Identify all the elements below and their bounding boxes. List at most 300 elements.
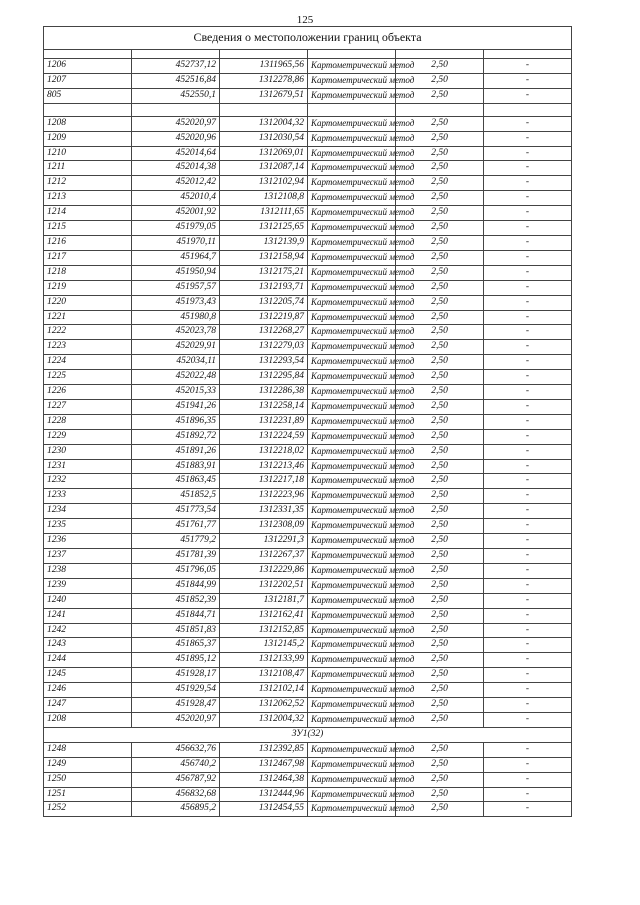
x-coordinate-cell: 451928,47 (132, 698, 220, 713)
method-cell: Картометрический метод (308, 116, 396, 131)
x-coordinate-cell: 452010,4 (132, 191, 220, 206)
table-row (44, 116, 572, 131)
table-row (44, 325, 572, 340)
point-number-cell: 1240 (44, 593, 132, 608)
method-cell: Картометрический метод (308, 459, 396, 474)
table-row (44, 385, 572, 400)
point-number-cell: 1219 (44, 280, 132, 295)
precision-cell: 2,50 (396, 429, 484, 444)
y-coordinate-cell: 1312102,14 (220, 683, 308, 698)
description-cell: - (484, 504, 572, 519)
precision-cell: 2,50 (396, 638, 484, 653)
method-cell: Картометрический метод (308, 608, 396, 623)
precision-cell: 2,50 (396, 221, 484, 236)
point-number-cell: 1206 (44, 59, 132, 74)
description-cell: - (484, 653, 572, 668)
point-number-cell: 1236 (44, 534, 132, 549)
y-coordinate-cell: 1312030,54 (220, 131, 308, 146)
x-coordinate-cell: 452550,1 (132, 88, 220, 103)
point-number-cell: 1211 (44, 161, 132, 176)
description-cell: - (484, 534, 572, 549)
description-cell: - (484, 88, 572, 103)
x-coordinate-cell: 456632,76 (132, 742, 220, 757)
page-number: 125 (296, 14, 314, 26)
y-coordinate-cell: 1312464,38 (220, 772, 308, 787)
point-number-cell: 1237 (44, 549, 132, 564)
point-number-cell: 1220 (44, 295, 132, 310)
x-coordinate-cell: 451891,26 (132, 444, 220, 459)
y-coordinate-cell: 1312293,54 (220, 355, 308, 370)
coordinates-table (43, 26, 572, 817)
table-row (44, 534, 572, 549)
table-row (44, 787, 572, 802)
point-number-cell: 1217 (44, 250, 132, 265)
description-cell: - (484, 668, 572, 683)
x-coordinate-cell: 456895,2 (132, 802, 220, 817)
table-row (44, 549, 572, 564)
x-coordinate-cell: 451852,5 (132, 489, 220, 504)
table-title: Сведения о местоположении границ объекта (44, 27, 572, 50)
table-row (44, 176, 572, 191)
point-number-cell: 1221 (44, 310, 132, 325)
y-coordinate-cell: 1312268,27 (220, 325, 308, 340)
y-coordinate-cell: 1312152,85 (220, 623, 308, 638)
precision-cell: 2,50 (396, 385, 484, 400)
precision-cell: 2,50 (396, 489, 484, 504)
method-cell: Картометрический метод (308, 88, 396, 103)
table-row (44, 653, 572, 668)
method-cell: Картометрический метод (308, 712, 396, 727)
description-cell: - (484, 459, 572, 474)
x-coordinate-cell: 452034,11 (132, 355, 220, 370)
precision-cell: 2,50 (396, 712, 484, 727)
y-coordinate-cell: 1312111,65 (220, 206, 308, 221)
y-coordinate-cell: 1312133,99 (220, 653, 308, 668)
point-number-cell: 1227 (44, 399, 132, 414)
table-row (44, 638, 572, 653)
description-cell: - (484, 757, 572, 772)
table-row (44, 429, 572, 444)
table-row (44, 608, 572, 623)
x-coordinate-cell: 452014,64 (132, 146, 220, 161)
precision-cell: 2,50 (396, 191, 484, 206)
point-number-cell: 1222 (44, 325, 132, 340)
precision-cell: 2,50 (396, 250, 484, 265)
description-cell: - (484, 340, 572, 355)
precision-cell: 2,50 (396, 59, 484, 74)
method-cell: Картометрический метод (308, 429, 396, 444)
method-cell: Картометрический метод (308, 399, 396, 414)
y-coordinate-cell: 1312062,52 (220, 698, 308, 713)
point-number-cell: 1223 (44, 340, 132, 355)
y-coordinate-cell: 1312069,01 (220, 146, 308, 161)
description-cell: - (484, 221, 572, 236)
description-cell: - (484, 191, 572, 206)
x-coordinate-cell: 451773,54 (132, 504, 220, 519)
x-coordinate-cell: 451970,11 (132, 235, 220, 250)
point-number-cell: 1212 (44, 176, 132, 191)
y-coordinate-cell: 1312295,84 (220, 370, 308, 385)
precision-cell: 2,50 (396, 161, 484, 176)
description-cell: - (484, 698, 572, 713)
y-coordinate-cell: 1312224,59 (220, 429, 308, 444)
point-number-cell: 805 (44, 88, 132, 103)
y-coordinate-cell: 1312202,51 (220, 578, 308, 593)
table-row (44, 146, 572, 161)
method-cell: Картометрический метод (308, 250, 396, 265)
point-number-cell: 1228 (44, 414, 132, 429)
point-number-cell: 1218 (44, 265, 132, 280)
y-coordinate-cell: 1311965,56 (220, 59, 308, 74)
table-row (44, 235, 572, 250)
x-coordinate-cell: 451761,77 (132, 519, 220, 534)
y-coordinate-cell: 1312267,37 (220, 549, 308, 564)
table-row (44, 683, 572, 698)
method-cell: Картометрический метод (308, 742, 396, 757)
y-coordinate-cell: 1312229,86 (220, 563, 308, 578)
table-row (44, 265, 572, 280)
precision-cell: 2,50 (396, 325, 484, 340)
point-number-cell: 1243 (44, 638, 132, 653)
method-cell: Картометрический метод (308, 757, 396, 772)
precision-cell: 2,50 (396, 206, 484, 221)
table-row (44, 370, 572, 385)
table-row (44, 593, 572, 608)
point-number-cell: 1244 (44, 653, 132, 668)
point-number-cell: 1252 (44, 802, 132, 817)
y-coordinate-cell: 1312218,02 (220, 444, 308, 459)
x-coordinate-cell: 451957,57 (132, 280, 220, 295)
x-coordinate-cell: 451781,39 (132, 549, 220, 564)
x-coordinate-cell: 456787,92 (132, 772, 220, 787)
precision-cell: 2,50 (396, 131, 484, 146)
x-coordinate-cell: 451865,37 (132, 638, 220, 653)
y-coordinate-cell: 1312444,96 (220, 787, 308, 802)
method-cell: Картометрический метод (308, 683, 396, 698)
precision-cell: 2,50 (396, 280, 484, 295)
method-cell: Картометрический метод (308, 131, 396, 146)
y-coordinate-cell: 1312392,85 (220, 742, 308, 757)
method-cell: Картометрический метод (308, 340, 396, 355)
table-row (44, 250, 572, 265)
description-cell: - (484, 295, 572, 310)
table-row (44, 88, 572, 103)
table-row (44, 310, 572, 325)
precision-cell: 2,50 (396, 265, 484, 280)
method-cell: Картометрический метод (308, 698, 396, 713)
x-coordinate-cell: 452022,48 (132, 370, 220, 385)
description-cell: - (484, 489, 572, 504)
precision-cell: 2,50 (396, 176, 484, 191)
description-cell: - (484, 787, 572, 802)
x-coordinate-cell: 452029,91 (132, 340, 220, 355)
x-coordinate-cell: 452012,42 (132, 176, 220, 191)
x-coordinate-cell: 451979,05 (132, 221, 220, 236)
precision-cell: 2,50 (396, 414, 484, 429)
precision-cell: 2,50 (396, 578, 484, 593)
y-coordinate-cell: 1312454,55 (220, 802, 308, 817)
description-cell: - (484, 623, 572, 638)
y-coordinate-cell: 1312219,87 (220, 310, 308, 325)
method-cell: Картометрический метод (308, 385, 396, 400)
x-coordinate-cell: 456832,68 (132, 787, 220, 802)
description-cell: - (484, 176, 572, 191)
description-cell: - (484, 59, 572, 74)
description-cell: - (484, 310, 572, 325)
precision-cell: 2,50 (396, 608, 484, 623)
precision-cell: 2,50 (396, 757, 484, 772)
method-cell: Картометрический метод (308, 325, 396, 340)
description-cell: - (484, 73, 572, 88)
method-cell: Картометрический метод (308, 161, 396, 176)
method-cell: Картометрический метод (308, 280, 396, 295)
method-cell: Картометрический метод (308, 355, 396, 370)
table-row (44, 414, 572, 429)
x-coordinate-cell: 451980,8 (132, 310, 220, 325)
description-cell: - (484, 608, 572, 623)
y-coordinate-cell: 1312223,96 (220, 489, 308, 504)
method-cell: Картометрический метод (308, 310, 396, 325)
table-row (44, 489, 572, 504)
point-number-cell: 1208 (44, 712, 132, 727)
y-coordinate-cell: 1312278,86 (220, 73, 308, 88)
precision-cell: 2,50 (396, 683, 484, 698)
x-coordinate-cell: 451844,71 (132, 608, 220, 623)
x-coordinate-cell: 452014,38 (132, 161, 220, 176)
method-cell: Картометрический метод (308, 623, 396, 638)
point-number-cell: 1210 (44, 146, 132, 161)
y-coordinate-cell: 1312004,32 (220, 712, 308, 727)
precision-cell: 2,50 (396, 116, 484, 131)
y-coordinate-cell: 1312213,46 (220, 459, 308, 474)
x-coordinate-cell: 451863,45 (132, 474, 220, 489)
precision-cell: 2,50 (396, 653, 484, 668)
section-label: ЗУ1(32) (44, 727, 572, 742)
y-coordinate-cell: 1312145,2 (220, 638, 308, 653)
method-cell: Картометрический метод (308, 802, 396, 817)
method-cell: Картометрический метод (308, 73, 396, 88)
table-row (44, 59, 572, 74)
method-cell: Картометрический метод (308, 534, 396, 549)
description-cell: - (484, 146, 572, 161)
point-number-cell: 1231 (44, 459, 132, 474)
point-number-cell: 1248 (44, 742, 132, 757)
table-row (44, 295, 572, 310)
precision-cell: 2,50 (396, 235, 484, 250)
point-number-cell: 1216 (44, 235, 132, 250)
table-row (44, 191, 572, 206)
y-coordinate-cell: 1312217,18 (220, 474, 308, 489)
x-coordinate-cell: 452015,33 (132, 385, 220, 400)
table-row (44, 161, 572, 176)
table-row (44, 504, 572, 519)
table-row (44, 355, 572, 370)
description-cell: - (484, 444, 572, 459)
y-coordinate-cell: 1312205,74 (220, 295, 308, 310)
description-cell: - (484, 399, 572, 414)
point-number-cell: 1209 (44, 131, 132, 146)
precision-cell: 2,50 (396, 563, 484, 578)
point-number-cell: 1245 (44, 668, 132, 683)
method-cell: Картометрический метод (308, 370, 396, 385)
x-coordinate-cell: 451796,05 (132, 563, 220, 578)
precision-cell: 2,50 (396, 295, 484, 310)
method-cell: Картометрический метод (308, 146, 396, 161)
method-cell: Картометрический метод (308, 489, 396, 504)
precision-cell: 2,50 (396, 88, 484, 103)
description-cell: - (484, 802, 572, 817)
precision-cell: 2,50 (396, 772, 484, 787)
x-coordinate-cell: 452023,78 (132, 325, 220, 340)
y-coordinate-cell: 1312286,38 (220, 385, 308, 400)
table-row (44, 712, 572, 727)
table-row (44, 73, 572, 88)
precision-cell: 2,50 (396, 593, 484, 608)
x-coordinate-cell: 456740,2 (132, 757, 220, 772)
x-coordinate-cell: 451844,99 (132, 578, 220, 593)
method-cell: Картометрический метод (308, 549, 396, 564)
section-header-row (44, 727, 572, 742)
method-cell: Картометрический метод (308, 444, 396, 459)
y-coordinate-cell: 1312231,89 (220, 414, 308, 429)
point-number-cell: 1238 (44, 563, 132, 578)
method-cell: Картометрический метод (308, 504, 396, 519)
point-number-cell: 1226 (44, 385, 132, 400)
point-number-cell: 1242 (44, 623, 132, 638)
precision-cell: 2,50 (396, 519, 484, 534)
table-row (44, 131, 572, 146)
description-cell: - (484, 265, 572, 280)
table-row (44, 578, 572, 593)
x-coordinate-cell: 451895,12 (132, 653, 220, 668)
x-coordinate-cell: 451929,54 (132, 683, 220, 698)
point-number-cell: 1215 (44, 221, 132, 236)
point-number-cell: 1213 (44, 191, 132, 206)
x-coordinate-cell: 451851,83 (132, 623, 220, 638)
y-coordinate-cell: 1312258,14 (220, 399, 308, 414)
table-row (44, 623, 572, 638)
coordinates-sheet (43, 26, 572, 817)
precision-cell: 2,50 (396, 459, 484, 474)
x-coordinate-cell: 452020,97 (132, 116, 220, 131)
precision-cell: 2,50 (396, 623, 484, 638)
method-cell: Картометрический метод (308, 772, 396, 787)
precision-cell: 2,50 (396, 668, 484, 683)
precision-cell: 2,50 (396, 355, 484, 370)
table-row (44, 399, 572, 414)
precision-cell: 2,50 (396, 787, 484, 802)
y-coordinate-cell: 1312175,21 (220, 265, 308, 280)
point-number-cell: 1239 (44, 578, 132, 593)
table-title-row (44, 27, 572, 50)
description-cell: - (484, 683, 572, 698)
point-number-cell: 1208 (44, 116, 132, 131)
x-coordinate-cell: 451950,94 (132, 265, 220, 280)
table-row (44, 474, 572, 489)
description-cell: - (484, 549, 572, 564)
precision-cell: 2,50 (396, 534, 484, 549)
precision-cell: 2,50 (396, 549, 484, 564)
blank-row (44, 103, 572, 116)
x-coordinate-cell: 452020,96 (132, 131, 220, 146)
point-number-cell: 1250 (44, 772, 132, 787)
x-coordinate-cell: 451941,26 (132, 399, 220, 414)
method-cell: Картометрический метод (308, 414, 396, 429)
y-coordinate-cell: 1312279,03 (220, 340, 308, 355)
precision-cell: 2,50 (396, 370, 484, 385)
precision-cell: 2,50 (396, 73, 484, 88)
description-cell: - (484, 772, 572, 787)
description-cell: - (484, 116, 572, 131)
precision-cell: 2,50 (396, 504, 484, 519)
point-number-cell: 1235 (44, 519, 132, 534)
point-number-cell: 1229 (44, 429, 132, 444)
table-row (44, 563, 572, 578)
table-row (44, 698, 572, 713)
y-coordinate-cell: 1312087,14 (220, 161, 308, 176)
point-number-cell: 1233 (44, 489, 132, 504)
description-cell: - (484, 250, 572, 265)
description-cell: - (484, 712, 572, 727)
table-row (44, 757, 572, 772)
method-cell: Картометрический метод (308, 176, 396, 191)
y-coordinate-cell: 1312102,94 (220, 176, 308, 191)
y-coordinate-cell: 1312108,47 (220, 668, 308, 683)
point-number-cell: 1241 (44, 608, 132, 623)
method-cell: Картометрический метод (308, 235, 396, 250)
description-cell: - (484, 206, 572, 221)
x-coordinate-cell: 452020,97 (132, 712, 220, 727)
description-cell: - (484, 429, 572, 444)
table-row (44, 459, 572, 474)
point-number-cell: 1232 (44, 474, 132, 489)
y-coordinate-cell: 1312679,51 (220, 88, 308, 103)
method-cell: Картометрический метод (308, 578, 396, 593)
spacer-row (44, 50, 572, 59)
description-cell: - (484, 385, 572, 400)
description-cell: - (484, 742, 572, 757)
x-coordinate-cell: 452001,92 (132, 206, 220, 221)
description-cell: - (484, 474, 572, 489)
point-number-cell: 1249 (44, 757, 132, 772)
y-coordinate-cell: 1312139,9 (220, 235, 308, 250)
method-cell: Картометрический метод (308, 191, 396, 206)
description-cell: - (484, 161, 572, 176)
x-coordinate-cell: 451883,91 (132, 459, 220, 474)
precision-cell: 2,50 (396, 146, 484, 161)
method-cell: Картометрический метод (308, 474, 396, 489)
method-cell: Картометрический метод (308, 519, 396, 534)
x-coordinate-cell: 452516,84 (132, 73, 220, 88)
description-cell: - (484, 370, 572, 385)
x-coordinate-cell: 451852,39 (132, 593, 220, 608)
x-coordinate-cell: 451964,7 (132, 250, 220, 265)
y-coordinate-cell: 1312193,71 (220, 280, 308, 295)
method-cell: Картометрический метод (308, 295, 396, 310)
point-number-cell: 1246 (44, 683, 132, 698)
y-coordinate-cell: 1312308,09 (220, 519, 308, 534)
x-coordinate-cell: 451892,72 (132, 429, 220, 444)
table-row (44, 519, 572, 534)
table-row (44, 340, 572, 355)
method-cell: Картометрический метод (308, 206, 396, 221)
precision-cell: 2,50 (396, 310, 484, 325)
description-cell: - (484, 593, 572, 608)
x-coordinate-cell: 451896,35 (132, 414, 220, 429)
description-cell: - (484, 235, 572, 250)
point-number-cell: 1214 (44, 206, 132, 221)
precision-cell: 2,50 (396, 399, 484, 414)
